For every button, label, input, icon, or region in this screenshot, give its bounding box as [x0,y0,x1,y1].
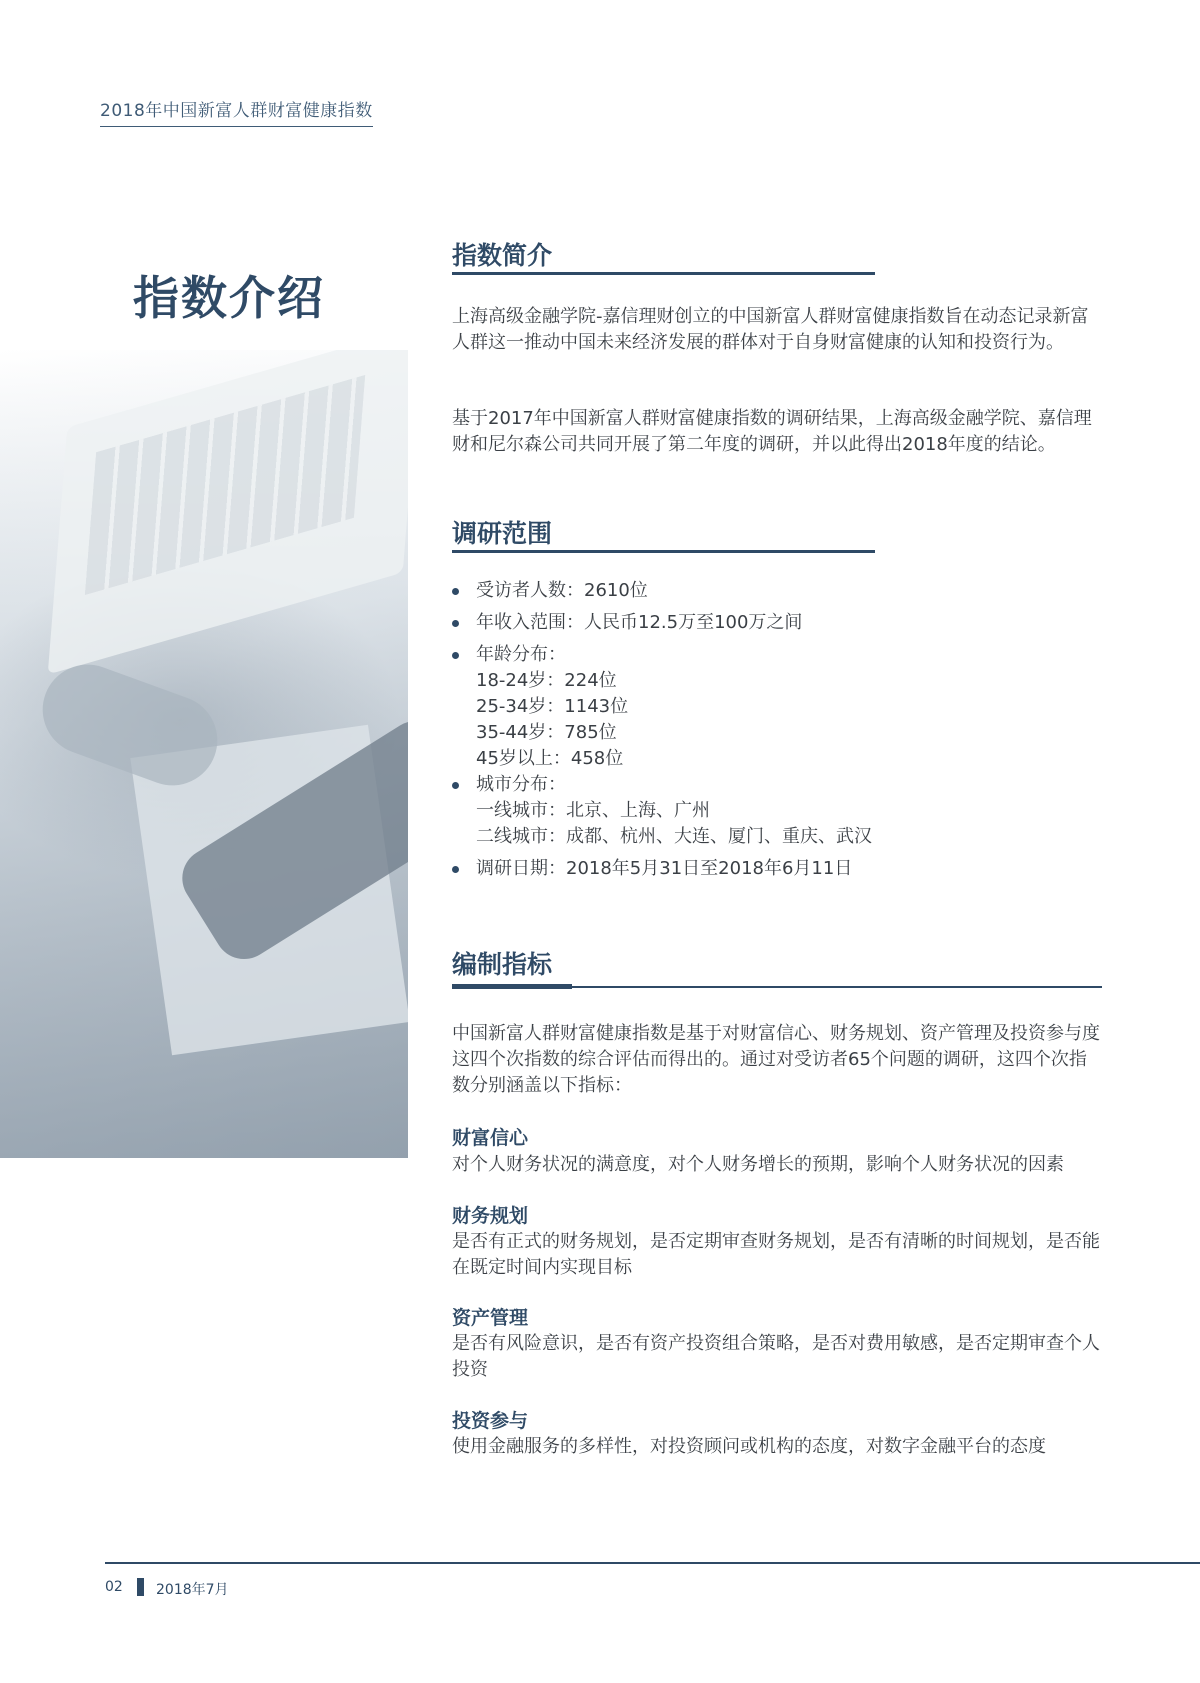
list-item: 年龄分布： 18-24岁：224位 25-34岁：1143位 35-44岁：785位 45岁以上：458位 [452,642,1102,772]
indicators-heading: 编制指标 [452,950,553,979]
list-item: 城市分布： 一线城市：北京、上海、广州 二线城市：成都、杭州、大连、厦门、重庆、武汉 [452,772,1102,850]
age-group-25-34: 25-34岁：1143位 [476,696,629,717]
indicator-title-wealth-confidence: 财富信心 [452,1127,529,1149]
indicator-desc-investment-participation: 使用金融服务的多样性，对投资顾问或机构的态度，对数字金融平台的态度 [452,1436,1046,1457]
indicators-intro: 中国新富人群财富健康指数是基于对财富信心、财务规划、资产管理及投资参与度这四个次指数的综合评估而得出的。通过对受访者65个问题的调研，这四个次指数分别涵盖以下指标： [452,1023,1100,1096]
page-number: 02 [105,1579,123,1595]
document-header-title: 2018年中国新富人群财富健康指数 [100,96,373,127]
indicator-title-financial-planning: 财务规划 [452,1205,529,1227]
indicator-title-investment-participation: 投资参与 [452,1410,529,1432]
list-item: 受访者人数：2610位 [452,578,1102,604]
intro-heading-rule [452,272,875,275]
tier2-cities: 二线城市：成都、杭州、大连、厦门、重庆、武汉 [476,826,872,847]
indicators-heading-accent [452,984,572,989]
indicator-desc-asset-management: 是否有风险意识，是否有资产投资组合策略，是否对费用敏感，是否定期审查个人投资 [452,1333,1100,1380]
age-group-35-44: 35-44岁：785位 [476,722,617,743]
footer-divider [137,1578,144,1596]
footer-rule [105,1562,1200,1564]
scope-heading-rule [452,550,875,553]
indicator-desc-wealth-confidence: 对个人财务状况的满意度，对个人财务增长的预期，影响个人财务状况的因素 [452,1154,1064,1175]
intro-paragraph-1: 上海高级金融学院-嘉信理财创立的中国新富人群财富健康指数旨在动态记录新富人群这一推动中国未来经济发展的群体对于自身财富健康的认知和投资行为。 [452,306,1089,353]
scope-list [452,578,1102,882]
age-group-18-24: 18-24岁：224位 [476,670,617,691]
intro-heading: 指数简介 [452,241,553,270]
age-group-45-plus: 45岁以上：458位 [476,748,624,769]
intro-paragraph-2: 基于2017年中国新富人群财富健康指数的调研结果，上海高级金融学院、嘉信理财和尼尔森公司共同开展了第二年度的调研，并以此得出2018年度的结论。 [452,408,1092,455]
indicator-desc-financial-planning: 是否有正式的财务规划，是否定期审查财务规划，是否有清晰的时间规划，是否能在既定时间内实现目标 [452,1231,1100,1278]
handshake-photo [0,350,408,1158]
list-item: 年收入范围：人民币12.5万至100万之间 [452,610,1102,636]
tier1-cities: 一线城市：北京、上海、广州 [476,800,710,821]
scope-heading: 调研范围 [452,519,553,548]
footer-date: 2018年7月 [156,1582,229,1598]
indicator-title-asset-management: 资产管理 [452,1307,529,1329]
page-title: 指数介绍 [133,271,325,325]
list-item: 调研日期：2018年5月31日至2018年6月11日 [452,856,1102,882]
